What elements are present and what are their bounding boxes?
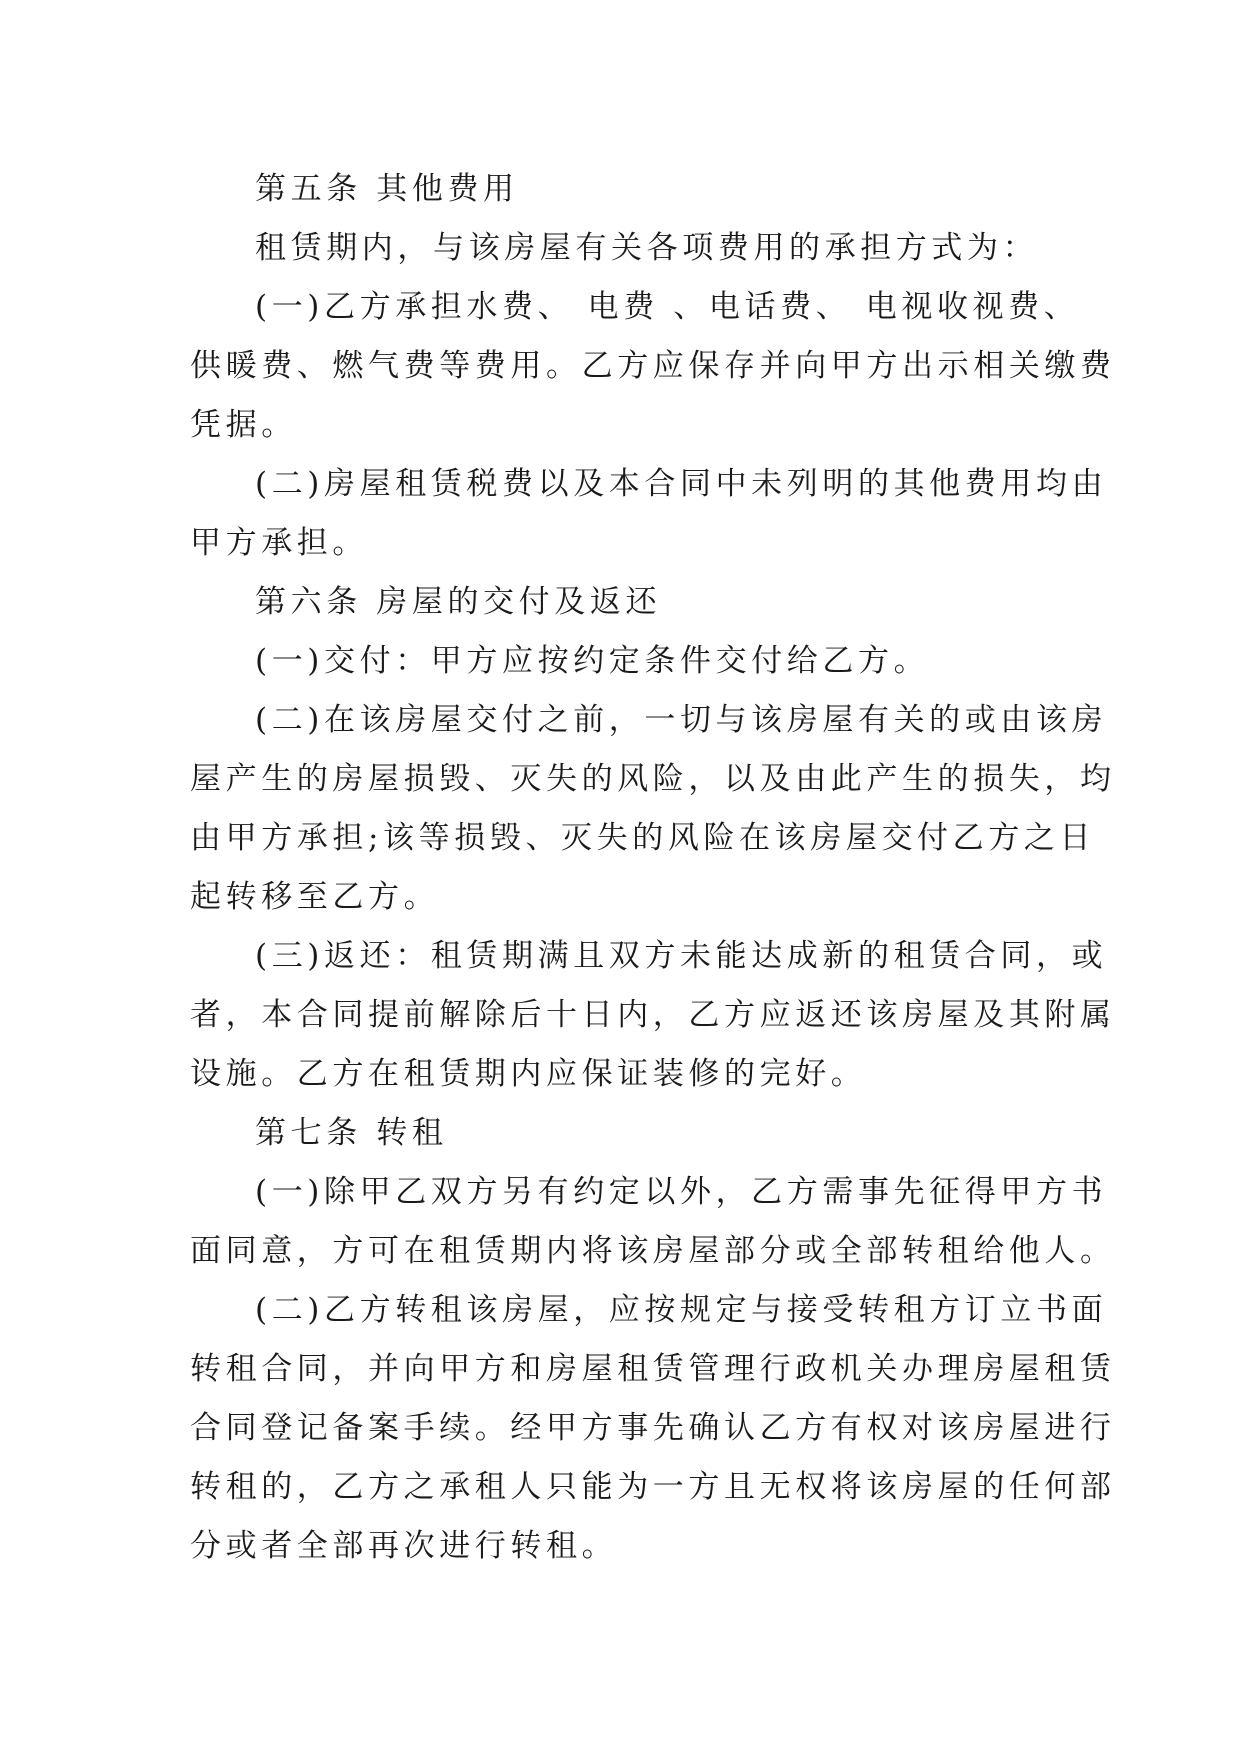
paragraph-line: 转租合同，并向甲方和房屋租赁管理行政机关办理房屋租赁: [190, 1351, 1116, 1387]
paragraph-line: 供暖费、燃气费等费用。乙方应保存并向甲方出示相关缴费: [190, 348, 1116, 384]
paragraph-line: 面同意，方可在租赁期内将该房屋部分或全部转租给他人。: [190, 1233, 1116, 1269]
paragraph-line: 由甲方承担;该等损毁、灭失的风险在该房屋交付乙方之日: [190, 820, 1096, 856]
article-6-heading: 第六条 房屋的交付及返还: [255, 584, 662, 620]
paragraph-line: (二)乙方转租该房屋，应按规定与接受转租方订立书面: [255, 1292, 1108, 1328]
paragraph-line: 设施。乙方在租赁期内应保证装修的完好。: [190, 1056, 867, 1092]
paragraph-line: 转租的，乙方之承租人只能为一方且无权将该房屋的任何部: [190, 1469, 1116, 1505]
paragraph-line: (二)在该房屋交付之前，一切与该房屋有关的或由该房: [255, 702, 1108, 738]
article-5-heading: 第五条 其他费用: [255, 171, 519, 207]
paragraph-line: (一)乙方承担水费、 电费 、电话费、 电视收视费、: [255, 289, 1080, 325]
paragraph-line: (一)除甲乙双方另有约定以外，乙方需事先征得甲方书: [255, 1174, 1108, 1210]
paragraph-line: (三)返还：租赁期满且双方未能达成新的租赁合同，或: [255, 938, 1108, 974]
paragraph-line: 屋产生的房屋损毁、灭失的风险，以及由此产生的损失，均: [190, 761, 1116, 797]
paragraph-line: 分或者全部再次进行转租。: [190, 1528, 618, 1564]
article-7-heading: 第七条 转租: [255, 1115, 448, 1151]
paragraph-line: 起转移至乙方。: [190, 879, 440, 915]
document-body: [190, 160, 1116, 1576]
paragraph-line: 甲方承担。: [190, 525, 368, 561]
paragraph-line: 合同登记备案手续。经甲方事先确认乙方有权对该房屋进行: [190, 1410, 1116, 1446]
paragraph-line: 租赁期内，与该房屋有关各项费用的承担方式为：: [255, 230, 1039, 266]
paragraph-line: (一)交付：甲方应按约定条件交付给乙方。: [255, 643, 930, 679]
paragraph-line: (二)房屋租赁税费以及本合同中未列明的其他费用均由: [255, 466, 1108, 502]
paragraph-line: 者，本合同提前解除后十日内，乙方应返还该房屋及其附属: [190, 997, 1116, 1033]
paragraph-line: 凭据。: [190, 407, 297, 443]
